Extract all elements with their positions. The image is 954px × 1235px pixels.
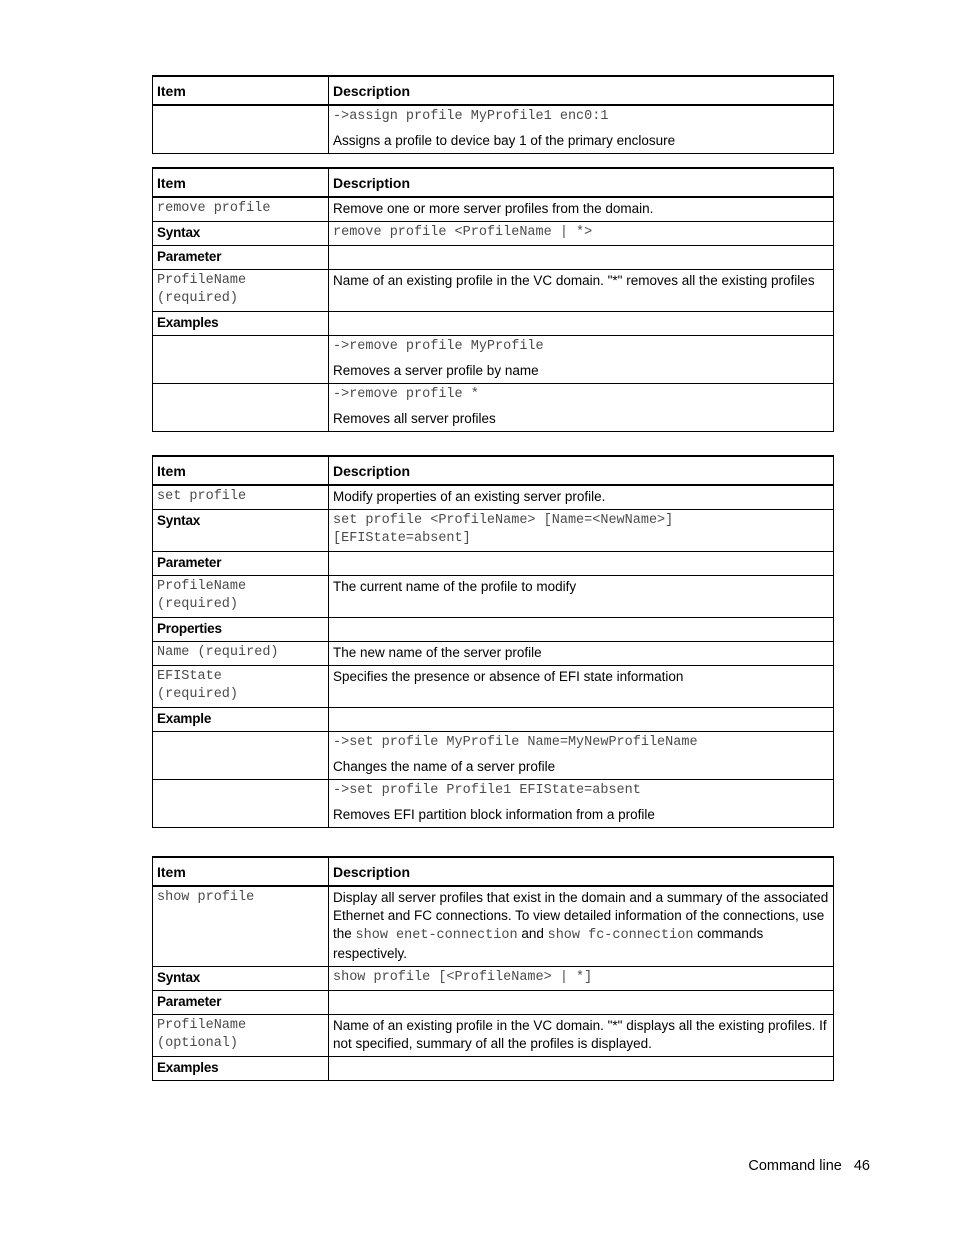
example-command: ->remove profile * bbox=[333, 387, 479, 402]
syntax-value: set profile <ProfileName> [Name=<NewName>] [EFIState=absent] bbox=[329, 510, 834, 552]
item-header: Item bbox=[153, 857, 329, 886]
example-description: Assigns a profile to device bay 1 of the primary enclosure bbox=[333, 133, 676, 148]
parameter-description: Name of an existing profile in the VC domain. "*" displays all the existing profiles. If not specified, summary of all the profiles is displayed. bbox=[329, 1015, 834, 1057]
table-header-row bbox=[153, 857, 834, 886]
table-row bbox=[153, 510, 834, 552]
parameter-description: Name of an existing profile in the VC domain. "*" removes all the existing profiles bbox=[329, 270, 834, 312]
property-name: Name (required) bbox=[153, 642, 329, 666]
table-row bbox=[153, 384, 834, 432]
examples-label: Examples bbox=[153, 1057, 329, 1081]
inline-code: show enet-connection bbox=[355, 928, 518, 943]
syntax-value: remove profile <ProfileName | *> bbox=[329, 222, 834, 246]
example-command: ->remove profile MyProfile bbox=[333, 339, 544, 354]
example-command: ->set profile Profile1 EFIState=absent bbox=[333, 783, 641, 798]
table-row bbox=[153, 105, 834, 154]
description-header: Description bbox=[329, 857, 834, 886]
example-description: Removes all server profiles bbox=[333, 411, 496, 426]
table-header-row bbox=[153, 168, 834, 197]
parameter-label: Parameter bbox=[153, 246, 329, 270]
table-row bbox=[153, 666, 834, 708]
property-description: Specifies the presence or absence of EFI state information bbox=[329, 666, 834, 708]
table-row bbox=[153, 642, 834, 666]
example-description: Removes EFI partition block information from a profile bbox=[333, 807, 655, 822]
table-header-row bbox=[153, 456, 834, 485]
command-description: Display all server profiles that exist in the domain and a summary of the associated Ethernet and FC connections. To view detailed information of the connections, use the show enet-connection and show fc-connection commands respectively. bbox=[329, 886, 834, 967]
syntax-label: Syntax bbox=[153, 222, 329, 246]
table-row bbox=[153, 1015, 834, 1057]
table-row bbox=[153, 336, 834, 384]
set-profile-table bbox=[152, 455, 834, 828]
table-row bbox=[153, 886, 834, 967]
table-row bbox=[153, 312, 834, 336]
table-row bbox=[153, 222, 834, 246]
example-description: Removes a server profile by name bbox=[333, 363, 539, 378]
item-header: Item bbox=[153, 76, 329, 105]
parameter-name: ProfileName (required) bbox=[153, 270, 329, 312]
parameter-label: Parameter bbox=[153, 991, 329, 1015]
table-header-row bbox=[153, 76, 834, 105]
syntax-label: Syntax bbox=[153, 967, 329, 991]
inline-code: show fc-connection bbox=[547, 928, 694, 943]
parameter-description: The current name of the profile to modify bbox=[329, 576, 834, 618]
property-name: EFIState (required) bbox=[153, 666, 329, 708]
examples-label: Examples bbox=[153, 312, 329, 336]
property-description: The new name of the server profile bbox=[329, 642, 834, 666]
table-row bbox=[153, 576, 834, 618]
parameter-name: ProfileName (required) bbox=[153, 576, 329, 618]
properties-label: Properties bbox=[153, 618, 329, 642]
item-header: Item bbox=[153, 456, 329, 485]
table-row bbox=[153, 485, 834, 510]
table-row bbox=[153, 552, 834, 576]
table-row bbox=[153, 991, 834, 1015]
table-row bbox=[153, 780, 834, 828]
command-description: Remove one or more server profiles from the domain. bbox=[329, 197, 834, 222]
table-row bbox=[153, 708, 834, 732]
example-description: Changes the name of a server profile bbox=[333, 759, 556, 774]
table-row bbox=[153, 732, 834, 780]
example-command: ->assign profile MyProfile1 enc0:1 bbox=[333, 109, 609, 124]
description-header: Description bbox=[329, 76, 834, 105]
item-header: Item bbox=[153, 168, 329, 197]
page-number: 46 bbox=[853, 1158, 870, 1174]
description-header: Description bbox=[329, 168, 834, 197]
table-row bbox=[153, 1057, 834, 1081]
command-name: remove profile bbox=[153, 197, 329, 222]
command-description: Modify properties of an existing server profile. bbox=[329, 485, 834, 510]
table-row bbox=[153, 246, 834, 270]
assign-profile-table-continued bbox=[152, 75, 834, 154]
example-label: Example bbox=[153, 708, 329, 732]
syntax-value: show profile [<ProfileName> | *] bbox=[329, 967, 834, 991]
command-name: show profile bbox=[153, 886, 329, 967]
example-command: ->set profile MyProfile Name=MyNewProfileName bbox=[333, 735, 698, 750]
table-row bbox=[153, 270, 834, 312]
table-row bbox=[153, 967, 834, 991]
footer-section: Command line bbox=[748, 1158, 842, 1174]
parameter-label: Parameter bbox=[153, 552, 329, 576]
page-footer bbox=[748, 1158, 870, 1174]
command-name: set profile bbox=[153, 485, 329, 510]
show-profile-table bbox=[152, 856, 834, 1081]
parameter-name: ProfileName (optional) bbox=[153, 1015, 329, 1057]
syntax-label: Syntax bbox=[153, 510, 329, 552]
remove-profile-table bbox=[152, 167, 834, 432]
table-row bbox=[153, 197, 834, 222]
table-row bbox=[153, 618, 834, 642]
description-header: Description bbox=[329, 456, 834, 485]
